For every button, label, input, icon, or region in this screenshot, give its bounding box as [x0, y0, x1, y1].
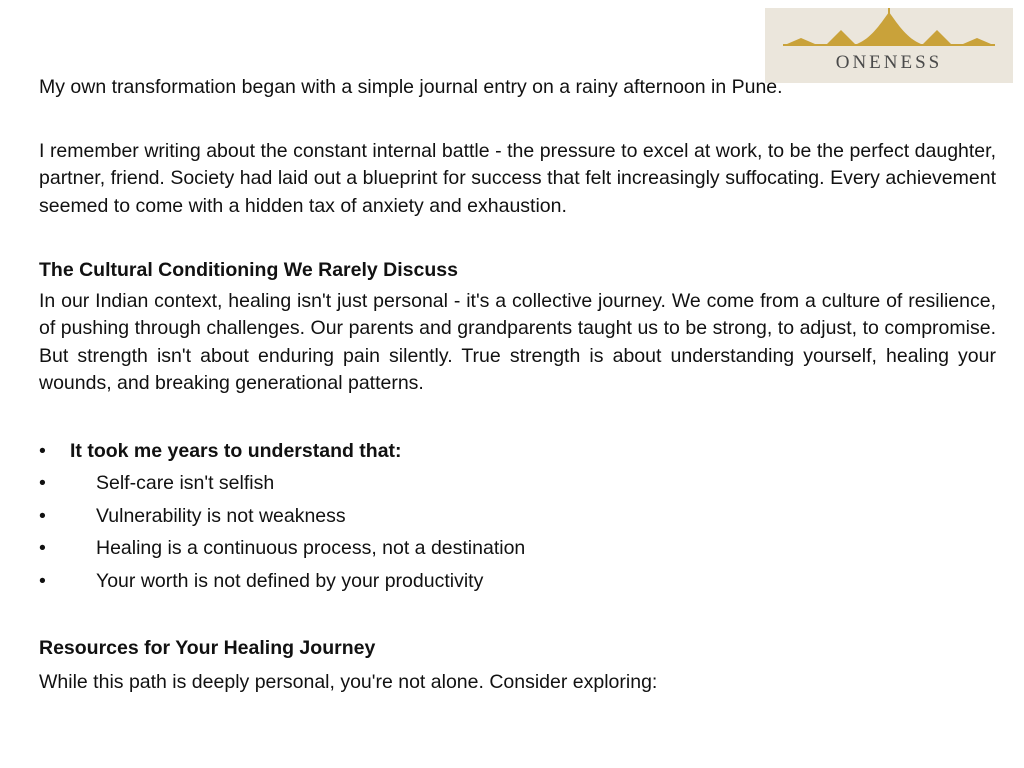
list-item	[39, 532, 996, 565]
logo-wordmark: ONENESS	[835, 52, 943, 73]
list-item-text: Your worth is not defined by your productivity	[96, 569, 484, 592]
logo-baseline	[783, 44, 995, 46]
bullet-icon: •	[39, 504, 46, 527]
central-stupa-icon	[857, 12, 921, 44]
list-heading: It took me years to understand that:	[70, 439, 402, 462]
article-body	[39, 74, 996, 696]
list-item	[39, 435, 996, 468]
cultural-heading: The Cultural Conditioning We Rarely Discuss	[39, 259, 458, 281]
list-item-text: Self-care isn't selfish	[96, 472, 275, 494]
right-small-roof-icon	[963, 38, 991, 44]
resources-heading: Resources for Your Healing Journey	[39, 637, 376, 659]
list-item	[39, 467, 996, 500]
left-small-roof-icon	[787, 38, 815, 44]
list-item	[39, 500, 996, 533]
bullet-icon: •	[39, 439, 46, 462]
right-roof-icon	[923, 30, 951, 44]
list-item-text: Healing is a continuous process, not a destination	[96, 537, 526, 559]
bullet-icon: •	[39, 537, 46, 559]
journal-paragraph: I remember writing about the constant internal battle - the pressure to excel at work, to be the perfect daughter, partner, friend. Society had laid out a blueprint for success that felt increasingly suffocating. Every achievement seemed to come with a hidden tax of anxiety and exhaustion.	[39, 139, 996, 217]
temple-logo-icon	[765, 8, 1013, 83]
cultural-paragraph: In our Indian context, healing isn't just personal - it's a collective journey. We come from a culture of resilience, of pushing through challenges. Our parents and grandparents taught us to be strong, to adjust, to compromise. But strength isn't about enduring pain silently. True strength is about understanding yourself, healing your wounds, and breaking generational patterns.	[39, 289, 996, 394]
lessons-list	[39, 435, 996, 598]
resources-paragraph: While this path is deeply personal, you're not alone. Consider exploring:	[39, 670, 658, 693]
intro-paragraph: My own transformation began with a simple journal entry on a rainy afternoon in Pune.	[39, 76, 783, 98]
list-item	[39, 565, 996, 598]
list-item-text: Vulnerability is not weakness	[96, 504, 346, 527]
bullet-icon: •	[39, 472, 46, 494]
oneness-logo	[765, 8, 1013, 83]
bullet-icon: •	[39, 569, 46, 592]
left-roof-icon	[827, 30, 855, 44]
